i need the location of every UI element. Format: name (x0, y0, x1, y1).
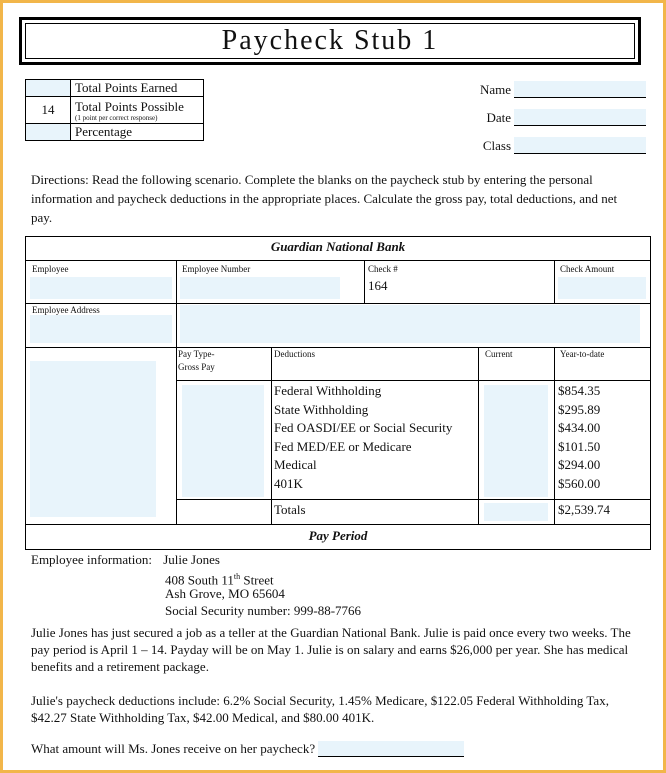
ytd-value: $294.00 (558, 457, 601, 472)
employee-information (31, 551, 362, 618)
employee-input[interactable] (30, 277, 172, 299)
employee-address-input-1[interactable] (30, 315, 172, 343)
points-row-earned (26, 80, 204, 97)
stub-divider (364, 260, 365, 303)
class-field (471, 137, 646, 154)
stub-divider (176, 260, 177, 303)
class-label: Class (482, 138, 511, 153)
points-earned-label: Total Points Earned (71, 80, 204, 97)
street-text: 408 South 11 (165, 572, 234, 588)
paycheck-stub (25, 236, 651, 550)
percentage-value[interactable] (26, 124, 71, 141)
ytd-value: $101.50 (558, 438, 601, 454)
employee-address-input-2[interactable] (180, 305, 640, 343)
street-text-end: Street (240, 572, 274, 588)
deduction-item: Fed MED/EE or Medicare (274, 438, 412, 454)
ytd-list (558, 382, 600, 493)
deductions-paragraph: Julie's paycheck deductions include: 6.2% Social Security, 1.45% Medicare, $122.05 Federal Withholding Tax, $42.27 State Withholding Tax, $42.00 Medical, and $80.00 401K. (31, 693, 609, 725)
answer-input[interactable] (318, 741, 464, 757)
deduction-item: 401K (274, 475, 303, 491)
check-number-label: Check # (368, 264, 398, 274)
employee-city: Ash Grove, MO 65604 (165, 586, 285, 601)
pay-period-input[interactable] (30, 361, 156, 517)
employee-label: Employee (32, 264, 69, 274)
current-deductions-input[interactable] (484, 385, 548, 497)
title-box (19, 17, 641, 65)
check-number-value: 164 (368, 278, 388, 293)
stub-divider (554, 347, 555, 524)
question-line (31, 741, 464, 757)
ytd-value: $560.00 (558, 475, 601, 491)
bank-name: Guardian National Bank (270, 239, 406, 254)
deduction-item: Medical (274, 457, 317, 472)
pay-period-label: Pay Period (308, 528, 368, 543)
points-possible-value: 14 (26, 97, 71, 124)
name-input[interactable] (514, 81, 646, 98)
current-total-input[interactable] (484, 503, 548, 521)
stub-divider (176, 499, 650, 500)
name-field (471, 81, 646, 98)
points-row-percentage (26, 124, 204, 141)
stub-divider (271, 347, 272, 524)
directions-text: Directions: Read the following scenario. Complete the blanks on the paycheck stub by entering the personal information and paycheck deductions in the appropriate places. Calculate the gross pay, total deductions, and net pay. (31, 172, 618, 225)
question-text: What amount will Ms. Jones receive on her paycheck? (31, 741, 316, 756)
check-amount-input[interactable] (558, 277, 646, 299)
deductions-list (274, 382, 452, 493)
class-input[interactable] (514, 137, 646, 154)
stub-divider (176, 380, 650, 381)
stub-divider (478, 347, 479, 524)
street-suffix: th (233, 572, 241, 581)
points-earned-value[interactable] (26, 80, 71, 97)
employee-address-label: Employee Address (32, 305, 100, 315)
stub-divider (554, 260, 555, 303)
ytd-value: $434.00 (558, 420, 601, 435)
totals-ytd-value: $2,539.74 (558, 502, 610, 517)
points-row-possible (26, 97, 204, 124)
points-possible-note: (1 point per correct response) (75, 113, 158, 122)
check-amount-label: Check Amount (560, 264, 615, 274)
percentage-label: Percentage (71, 124, 204, 141)
ytd-value: $295.89 (558, 401, 601, 417)
totals-label: Totals (274, 502, 306, 517)
deduction-item: State Withholding (274, 401, 369, 417)
employee-number-input[interactable] (180, 277, 340, 299)
ytd-label: Year-to-date (560, 349, 605, 359)
employee-info-label: Employee information: (31, 552, 152, 567)
deduction-item: Federal Withholding (274, 383, 382, 398)
date-field (471, 109, 646, 126)
stub-divider (26, 347, 650, 348)
points-possible-label: Total Points Possible (75, 98, 184, 114)
employee-number-label: Employee Number (182, 264, 251, 274)
date-input[interactable] (514, 109, 646, 126)
current-label: Current (485, 349, 513, 359)
employee-name: Julie Jones (163, 552, 220, 567)
points-possible-cell (71, 97, 204, 124)
page-title: Paycheck Stub 1 (221, 25, 439, 56)
name-label: Name (479, 82, 511, 97)
points-table (25, 79, 204, 141)
stub-divider (176, 347, 177, 524)
pay-type-label: Pay Type- (178, 349, 215, 359)
employee-ssn: Social Security number: 999-88-7766 (165, 603, 362, 618)
deduction-item: Fed OASDI/EE or Social Security (274, 420, 453, 435)
stub-divider (176, 303, 177, 347)
stub-divider (26, 524, 650, 525)
stub-divider (26, 260, 650, 261)
gross-pay-label: Gross Pay (178, 362, 215, 372)
gross-pay-input[interactable] (182, 385, 264, 497)
deductions-label: Deductions (274, 349, 315, 359)
ytd-value: $854.35 (558, 383, 601, 398)
scenario-paragraph: Julie Jones has just secured a job as a teller at the Guardian National Bank. Julie is paid once every two weeks. The pay period is April 1 – 14. Payday will be on May 1. Julie is on salary and earns $26,000 per year. She has medical benefits and a retirement package. (31, 625, 631, 674)
date-label: Date (486, 110, 511, 125)
stub-divider (26, 303, 650, 304)
